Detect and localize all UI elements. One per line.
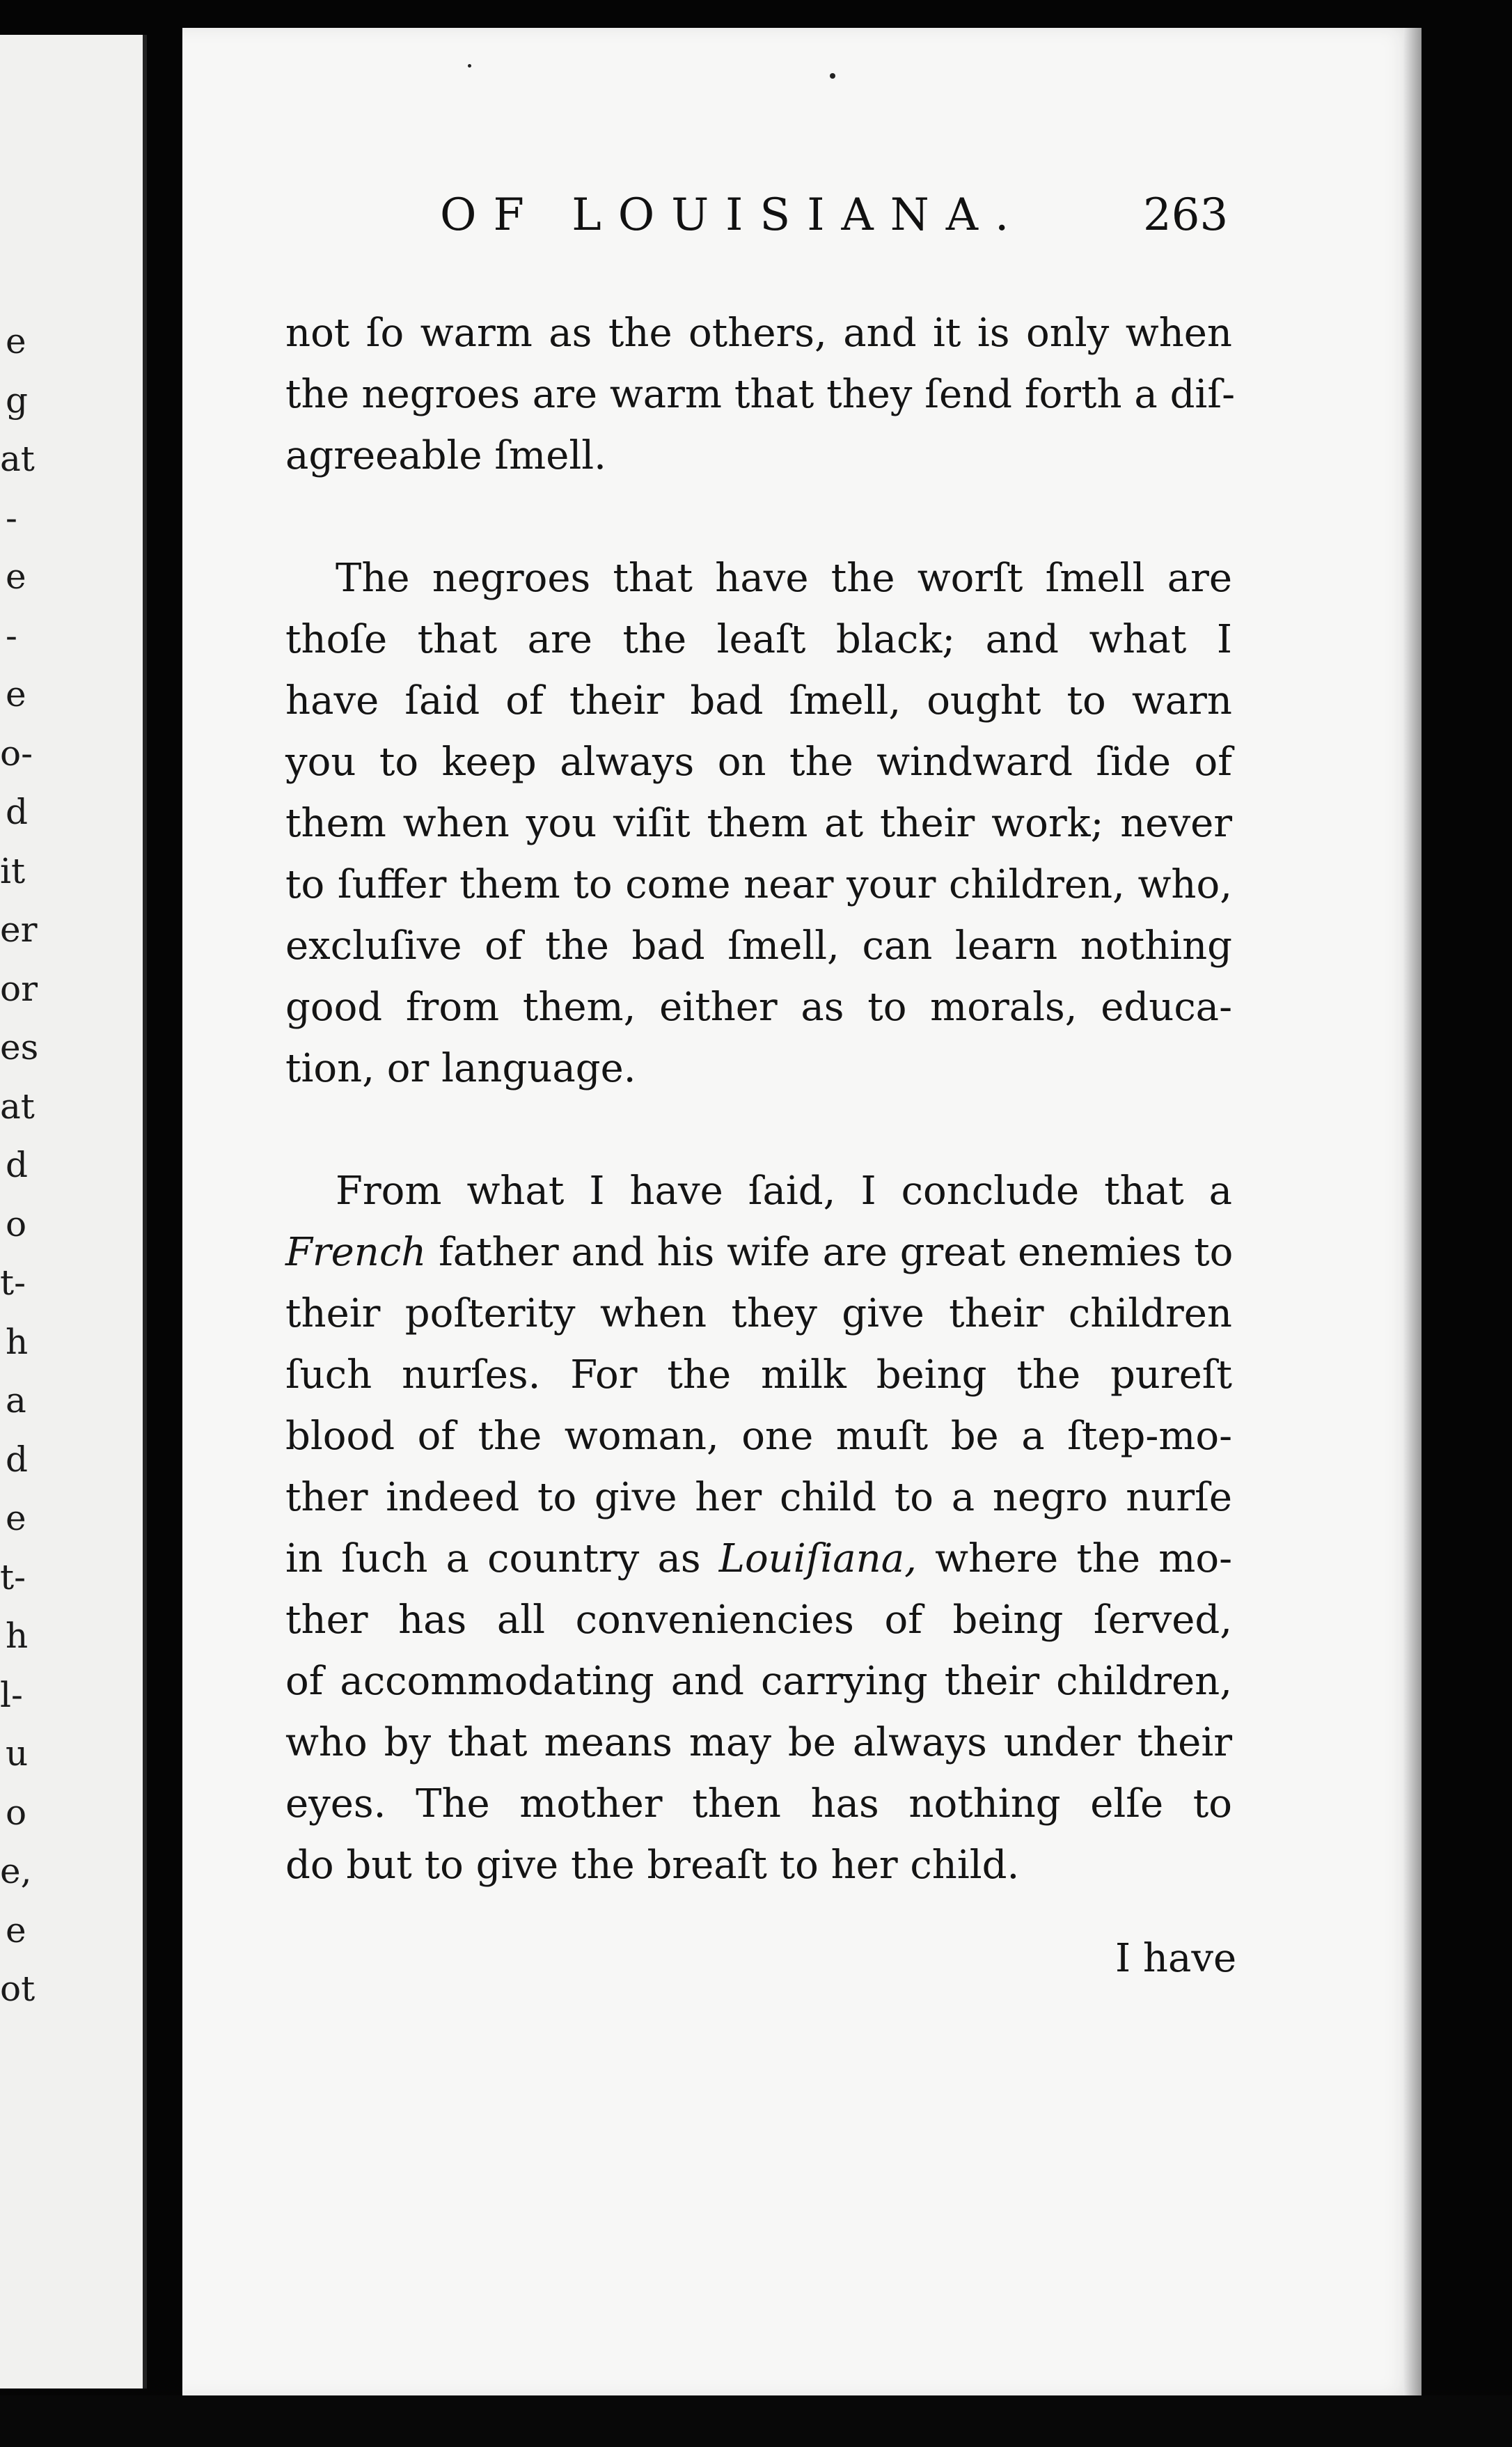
text-line: who by that means may be always under their (285, 1720, 1232, 1765)
previous-page-fragment: t- (0, 1262, 26, 1303)
text-line: you to keep always on the windward ſide of (285, 740, 1232, 785)
previous-page-fragment: g (6, 380, 29, 421)
text-line-with-italic (285, 1222, 1232, 1283)
previous-page-fragment: u (6, 1733, 29, 1774)
previous-page-fragment: a (6, 1380, 26, 1421)
catchword: I have (1115, 1936, 1237, 1981)
ink-speck (468, 64, 471, 68)
previous-page-fragment: d (6, 1439, 29, 1480)
previous-page-fragment: or (0, 968, 38, 1009)
page-fore-edge-shadow (1403, 28, 1422, 2395)
previous-page-fragment: - (6, 615, 17, 656)
previous-page-fragment: ot (0, 1969, 36, 2009)
previous-page-fragment: o (6, 1792, 27, 1833)
body-text (285, 303, 1235, 1896)
previous-page-fragment: at (0, 1086, 35, 1127)
text-line: blood of the woman, one muſt be a ſtep-mo- (285, 1414, 1232, 1459)
text-line: ſuch nurſes. For the milk being the pureſt (285, 1352, 1232, 1398)
previous-page-fragment: o (6, 1203, 27, 1244)
previous-page-fragment: o- (0, 733, 33, 774)
previous-page-fragment: it (0, 850, 26, 891)
previous-page-fragment: e (6, 1498, 26, 1538)
previous-page-fragment: e (6, 321, 26, 361)
ink-speck (830, 73, 835, 79)
text-line: The negroes that have the worſt ſmell are (336, 556, 1232, 601)
text-line: not ſo warm as the others, and it is only when (285, 311, 1232, 356)
page-number: 263 (1143, 189, 1229, 241)
previous-page-fragment: t- (0, 1556, 26, 1597)
text-line-rest: where the mo- (916, 1536, 1232, 1581)
paragraph-1 (285, 303, 1235, 487)
previous-page-fragment: - (6, 497, 17, 538)
text-line: tion, or language. (285, 1046, 636, 1091)
text-line: do but to give the breaſt to her child. (285, 1843, 1020, 1888)
previous-page-fragment: l- (0, 1674, 23, 1715)
previous-page-fragment: d (6, 1145, 29, 1185)
text-line-start: in ſuch a country as (285, 1536, 719, 1581)
text-line: From what I have ſaid, I conclude that a (336, 1168, 1232, 1214)
paragraph-2 (285, 548, 1232, 1100)
previous-page-fragment: d (6, 792, 29, 832)
previous-page-edge (0, 35, 147, 2389)
text-line: ther indeed to give her child to a negro nurſe (285, 1475, 1232, 1520)
previous-page-fragment: h (6, 1616, 29, 1656)
previous-page-fragment: at (0, 439, 35, 479)
text-line: of accommodating and carrying their children, (285, 1659, 1232, 1704)
previous-page-fragment: e (6, 1909, 26, 1950)
text-line-with-italic (285, 1529, 1232, 1590)
previous-page-fragment: e (6, 556, 26, 597)
previous-page-fragment: e, (0, 1851, 32, 1891)
text-line: eyes. The mother then has nothing elſe to (285, 1781, 1232, 1827)
italic-word: French (285, 1230, 427, 1275)
paragraph-3 (285, 1161, 1232, 1896)
text-line: excluſive of the bad ſmell, can learn nothing (285, 923, 1232, 969)
previous-page-fragment: h (6, 1321, 29, 1362)
text-line: have ſaid of their bad ſmell, ought to warn (285, 678, 1232, 724)
previous-page-fragment: er (0, 909, 38, 950)
text-line: them when you viſit them at their work; never (285, 801, 1232, 846)
previous-page-fragment: e (6, 674, 26, 714)
previous-page-fragment: es (0, 1027, 39, 1068)
text-line: the negroes are warm that they ſend forth a diſ- (285, 372, 1235, 417)
italic-word: Louiſiana, (718, 1536, 917, 1581)
text-line: their poſterity when they give their children (285, 1291, 1232, 1336)
text-line: agreeable ſmell. (285, 433, 606, 478)
running-title: OF LOUISIANA. (440, 189, 1026, 241)
scan-bottom-border (0, 2395, 1512, 2447)
text-line: ther has all conveniencies of being ſerved, (285, 1597, 1232, 1643)
text-line: thoſe that are the leaſt black; and what I (285, 617, 1232, 662)
previous-page-text-fragments (0, 35, 143, 2389)
text-line: good from them, either as to morals, educa- (285, 985, 1232, 1030)
text-line-rest: father and his wife are great enemies to (426, 1230, 1234, 1275)
book-page (182, 28, 1422, 2395)
text-line: to ſuffer them to come near your children, who, (285, 862, 1232, 907)
